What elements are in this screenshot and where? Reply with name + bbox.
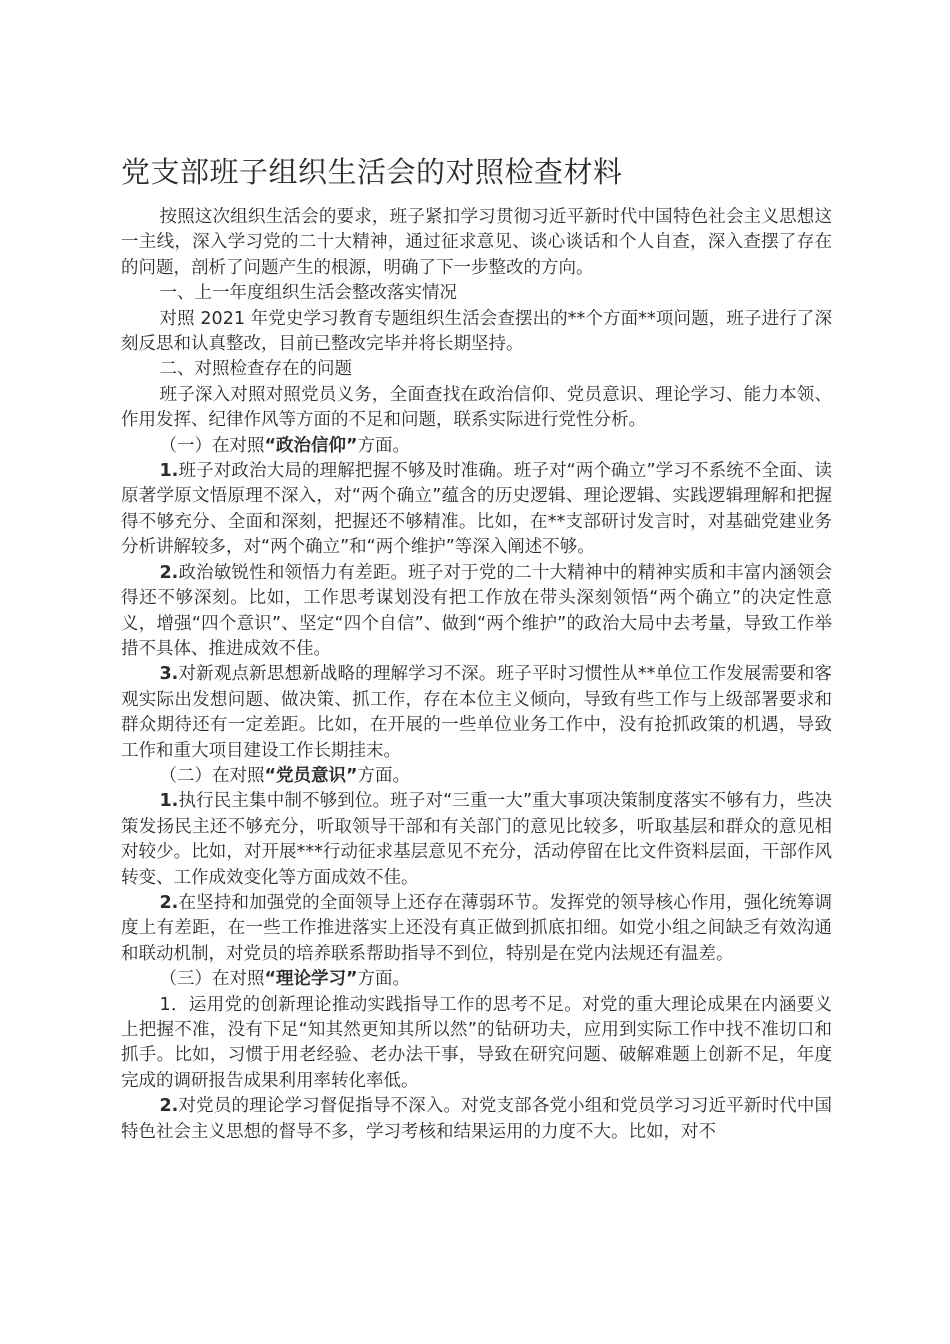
item-number: 1. bbox=[159, 791, 179, 812]
subsection-1-heading bbox=[121, 434, 832, 459]
subsection-3-prefix: （三）在对照 bbox=[159, 969, 265, 990]
subsection-3-suffix: 方面。 bbox=[357, 969, 411, 990]
subsection-1-suffix: 方面。 bbox=[357, 435, 411, 456]
subsection-1-item-2 bbox=[121, 561, 832, 663]
subsection-3-item-2 bbox=[121, 1094, 832, 1145]
item-text: 运用党的创新理论推动实践指导工作的思考不足。对党的重大理论成果在内涵要义上把握不准，没有下足“知其然更知其所以然”的钻研功夫，应用到实际工作中找不准切口和抓手。比如，习惯于用老经验、老办法干事，导致在研究问题、破解难题上创新不足，年度完成的调研报告成果利用率转化率低。 bbox=[121, 994, 832, 1091]
subsection-3-keyword: “理论学习” bbox=[264, 969, 358, 990]
section-1-paragraph: 对照 2021 年党史学习教育专题组织生活会查摆出的**个方面**项问题，班子进行了深刻反思和认真整改，目前已整改完毕并将长期坚持。 bbox=[121, 308, 832, 355]
item-number: 1． bbox=[159, 994, 189, 1015]
subsection-2-keyword: “党员意识” bbox=[264, 765, 358, 786]
document-page bbox=[121, 152, 832, 1145]
item-text: 执行民主集中制不够到位。班子对“三重一大”重大事项决策制度落实不够有力，些决策发扬民主还不够充分，听取领导干部和有关部门的意见比较多，听取基层和群众的意见相对较少。比如，对开展***行动征求基层意见不充分，活动停留在比文件资料层面，干部作风转变、工作成效变化等方面成效不佳。 bbox=[121, 791, 832, 888]
subsection-1-prefix: （一）在对照 bbox=[159, 435, 265, 456]
subsection-1-item-1 bbox=[121, 459, 832, 561]
item-number: 3. bbox=[159, 664, 179, 685]
item-text: 政治敏锐性和领悟力有差距。班子对于党的二十大精神中的精神实质和丰富内涵领会得还不够深刻。比如，工作思考谋划没有把工作放在带头深刻领悟“两个确立”的决定性意义，增强“四个意识”、坚定“四个自信”、做到“两个维护”的政治大局中去考量，导致工作举措不具体、推进成效不佳。 bbox=[121, 562, 832, 659]
subsection-3-item-1 bbox=[121, 993, 832, 1095]
item-text: 在坚持和加强党的全面领导上还存在薄弱环节。发挥党的领导核心作用，强化统筹调度上有差距，在一些工作推进落实上还没有真正做到抓底扣细。如党小组之间缺乏有效沟通和联动机制，对党员的培养联系帮助指导不到位，特别是在党内法规还有温差。 bbox=[121, 892, 832, 964]
item-text: 对新观点新思想新战略的理解学习不深。班子平时习惯性从**单位工作发展需要和客观实际出发想问题、做决策、抓工作，存在本位主义倾向，导致有些工作与上级部署要求和群众期待还有一定差距。比如，在开展的一些单位业务工作中，没有抢抓政策的机遇，导致工作和重大项目建设工作长期挂末。 bbox=[121, 664, 832, 761]
item-number: 2. bbox=[159, 1096, 179, 1117]
subsection-3-heading bbox=[121, 967, 832, 992]
item-text: 班子对政治大局的理解把握不够及时准确。班子对“两个确立”学习不系统不全面、读原著学原文悟原理不深入，对“两个确立”蕴含的历史逻辑、理论逻辑、实践逻辑理解和把握得不够充分、全面和深刻，把握还不够精准。比如，在**支部研讨发言时，对基础党建业务分析讲解较多，对“两个确立”和“两个维护”等深入阐述不够。 bbox=[121, 461, 832, 558]
subsection-1-keyword: “政治信仰” bbox=[264, 435, 358, 456]
subsection-2-item-1 bbox=[121, 789, 832, 891]
section-1-heading: 一、上一年度组织生活会整改落实情况 bbox=[159, 283, 457, 304]
subsection-2-prefix: （二）在对照 bbox=[159, 765, 265, 786]
subsection-2-suffix: 方面。 bbox=[357, 765, 411, 786]
item-number: 1. bbox=[159, 461, 179, 482]
subsection-2-item-2 bbox=[121, 891, 832, 967]
item-number: 2. bbox=[159, 562, 179, 583]
item-number: 2. bbox=[159, 892, 179, 913]
intro-paragraph: 按照这次组织生活会的要求，班子紧扣学习贯彻习近平新时代中国特色社会主义思想这一主线，深入学习党的二十大精神，通过征求意见、谈心谈话和个人自查，深入查摆了存在的问题，剖析了问题产生的根源，明确了下一步整改的方向。 bbox=[121, 207, 832, 278]
document-title: 党支部班子组织生活会的对照检查材料 bbox=[121, 155, 623, 189]
item-text: 对党员的理论学习督促指导不深入。对党支部各党小组和党员学习习近平新时代中国特色社会主义思想的督导不多，学习考核和结果运用的力度不大。比如，对不 bbox=[121, 1096, 832, 1142]
section-2-paragraph: 班子深入对照对照党员义务，全面查找在政治信仰、党员意识、理论学习、能力本领、作用发挥、纪律作风等方面的不足和问题，联系实际进行党性分析。 bbox=[121, 384, 832, 431]
subsection-2-heading bbox=[121, 764, 832, 789]
subsection-1-item-3 bbox=[121, 662, 832, 764]
section-2-heading: 二、对照检查存在的问题 bbox=[159, 359, 352, 380]
